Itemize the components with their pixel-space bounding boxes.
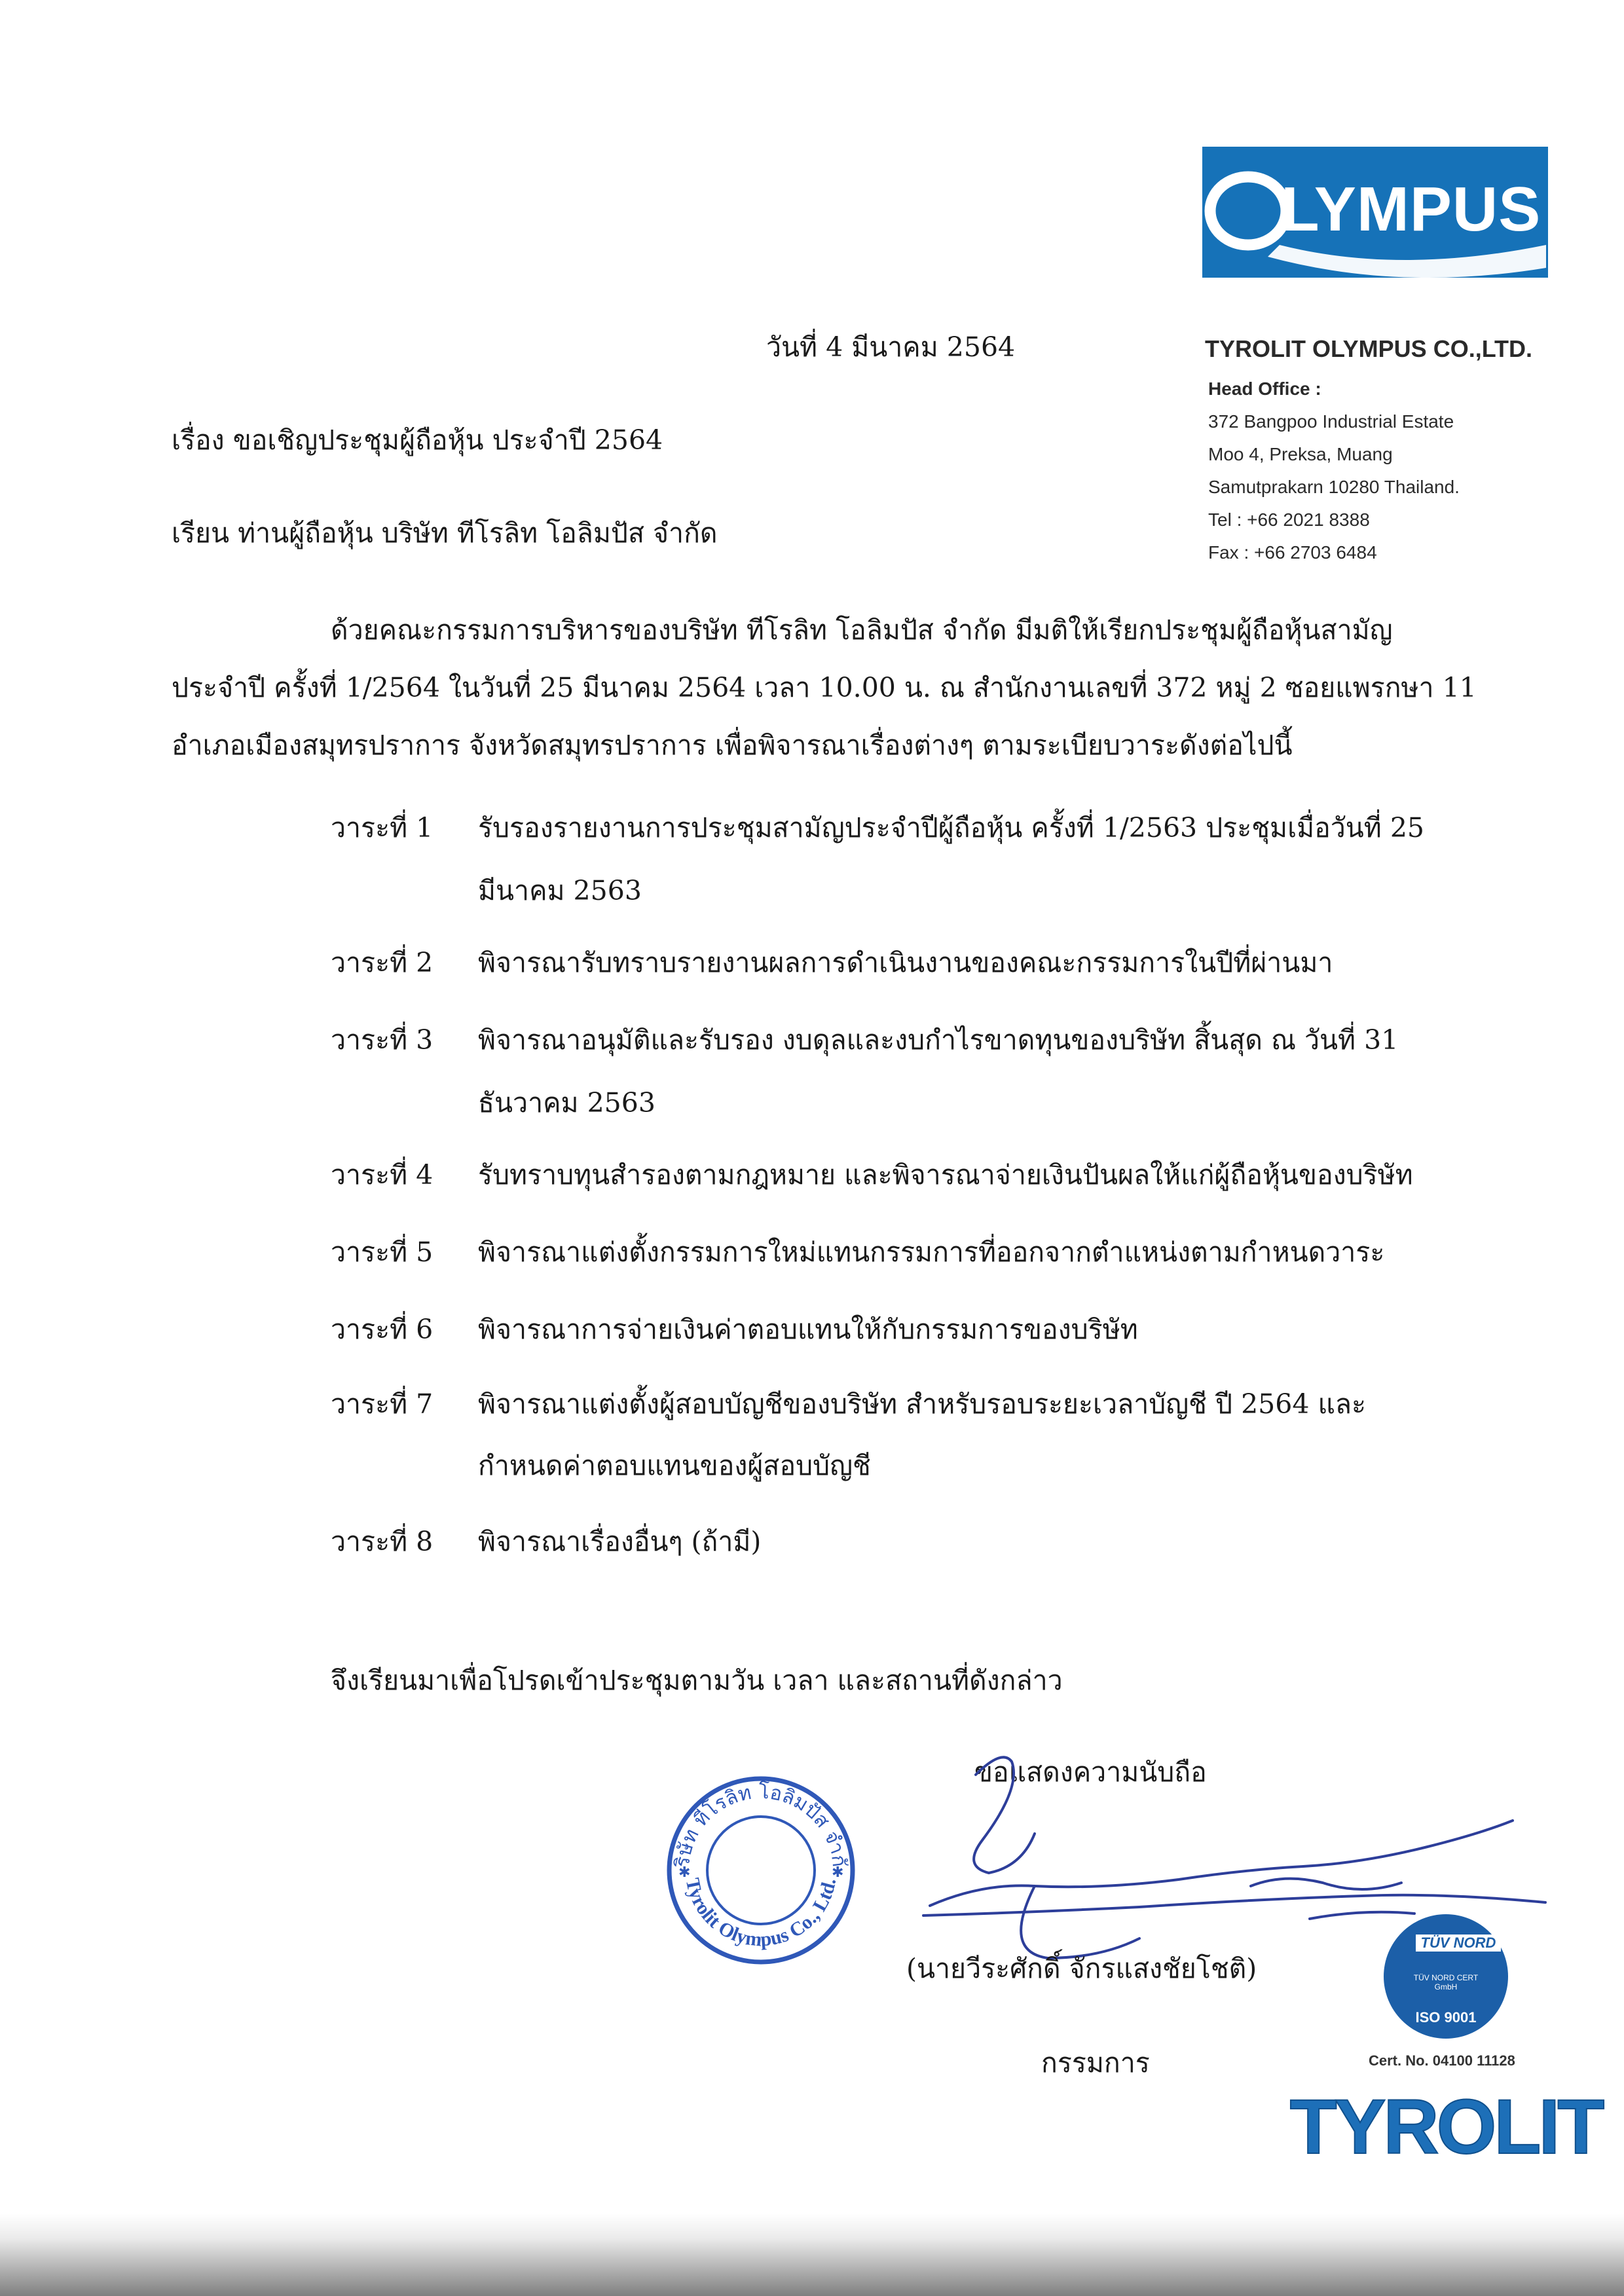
- agenda-text-continued: กำหนดค่าตอบแทนของผู้สอบบัญชี: [478, 1450, 871, 1481]
- olympus-logo: [1202, 147, 1548, 278]
- tuv-gmbh-label: GmbH: [1434, 1982, 1458, 1991]
- agenda-text: รับรองรายงานการประชุมสามัญประจำปีผู้ถือหุ้น ครั้งที่ 1/2563 ประชุมเมื่อวันที่ 25: [478, 812, 1425, 843]
- signer-name: (นายวีระศักดิ์ จักรแสงชัยโชติ): [906, 1953, 1257, 1984]
- stamp-text-bottom: Tyrolit Olympus Co., Ltd.: [681, 1876, 841, 1951]
- scan-shadow: [0, 2213, 1624, 2296]
- agenda-text: รับทราบทุนสำรองตามกฎหมาย และพิจารณาจ่ายเงินปันผลให้แก่ผู้ถือหุ้นของบริษัท: [478, 1159, 1413, 1191]
- closing-line: จึงเรียนมาเพื่อโปรดเข้าประชุมตามวัน เวลา และสถานที่ดังกล่าว: [331, 1665, 1063, 1696]
- agenda-text-continued: มีนาคม 2563: [478, 875, 642, 906]
- agenda-number: วาระที่ 8: [331, 1526, 434, 1557]
- tel-line: Tel : +66 2021 8388: [1208, 509, 1370, 530]
- agenda-number: วาระที่ 7: [331, 1388, 434, 1420]
- agenda-text-continued: ธันวาคม 2563: [478, 1087, 655, 1119]
- company-stamp: [663, 1772, 859, 1969]
- company-name: TYROLIT OLYMPUS CO.,LTD.: [1205, 335, 1533, 362]
- address-line-3: Samutprakarn 10280 Thailand.: [1208, 477, 1460, 497]
- svg-text:✱: ✱: [832, 1864, 844, 1881]
- body-line-3: อำเภอเมืองสมุทรปราการ จังหวัดสมุทรปราการ เพื่อพิจารณาเรื่องต่างๆ ตามระเบียบวาระดังต่อไปนี้: [172, 730, 1293, 761]
- stamp-text-top: ริษัท ทีโรลิท โอลิมปัส จำกั: [671, 1780, 851, 1869]
- agenda-number: วาระที่ 6: [331, 1314, 434, 1345]
- letter-subject: เรื่อง ขอเชิญประชุมผู้ถือหุ้น ประจำปี 2564: [172, 424, 663, 456]
- agenda-text: พิจารณาอนุมัติและรับรอง งบดุลและงบกำไรขาดทุนของบริษัท สิ้นสุด ณ วันที่ 31: [478, 1024, 1399, 1056]
- tyrolit-logo: [1289, 2081, 1602, 2170]
- agenda-number: วาระที่ 2: [331, 947, 434, 978]
- fax-line: Fax : +66 2703 6484: [1208, 542, 1377, 563]
- agenda-text: พิจารณาการจ่ายเงินค่าตอบแทนให้กับกรรมการของบริษัท: [478, 1314, 1138, 1345]
- letter-date: วันที่ 4 มีนาคม 2564: [766, 331, 1016, 363]
- tuv-cert-label: TÜV NORD CERT: [1413, 1973, 1479, 1982]
- agenda-number: วาระที่ 5: [331, 1236, 434, 1268]
- regards-line: ขอแสดงความนับถือ: [974, 1756, 1207, 1788]
- svg-text:บริษัท ทีโรลิท โอลิมปัส จำกัด: [663, 1772, 851, 1869]
- address-line-1: 372 Bangpoo Industrial Estate: [1208, 411, 1454, 432]
- svg-text:Tyrolit Olympus Co., Ltd.: [682, 1876, 840, 1951]
- agenda-text: พิจารณาแต่งตั้งกรรมการใหม่แทนกรรมการที่ออกจากตำแหน่งตามกำหนดวาระ: [478, 1236, 1385, 1268]
- agenda-text: พิจารณารับทราบรายงานผลการดำเนินงานของคณะกรรมการในปีที่ผ่านมา: [478, 947, 1333, 978]
- agenda-number: วาระที่ 3: [331, 1024, 434, 1056]
- agenda-number: วาระที่ 4: [331, 1159, 434, 1191]
- iso-label: ISO 9001: [1415, 2009, 1477, 2026]
- iso-certification-badge: [1375, 1910, 1526, 2041]
- agenda-text: พิจารณาเรื่องอื่นๆ (ถ้ามี): [478, 1526, 762, 1557]
- svg-text:LYMPUS: LYMPUS: [1281, 174, 1541, 244]
- tyrolit-logo-text: TYROLIT: [1289, 2084, 1602, 2170]
- body-line-1: ด้วยคณะกรรมการบริหารของบริษัท ทีโรลิท โอลิมปัส จำกัด มีมติให้เรียกประชุมผู้ถือหุ้นสามัญ: [331, 614, 1393, 646]
- address-line-2: Moo 4, Preksa, Muang: [1208, 444, 1393, 464]
- signer-title: กรรมการ: [1041, 2047, 1150, 2079]
- certificate-number: Cert. No. 04100 11128: [1369, 2052, 1515, 2069]
- svg-text:✱: ✱: [678, 1864, 691, 1881]
- agenda-text: พิจารณาแต่งตั้งผู้สอบบัญชีของบริษัท สำหรับรอบระยะเวลาบัญชี ปี 2564 และ: [478, 1388, 1367, 1420]
- head-office-label: Head Office :: [1208, 379, 1321, 399]
- tuv-nord-label: TÜV NORD: [1420, 1935, 1496, 1951]
- body-line-2: ประจำปี ครั้งที่ 1/2564 ในวันที่ 25 มีนาคม 2564 เวลา 10.00 น. ณ สำนักงานเลขที่ 372 หมู่ 2 ซอยแพรกษา 11: [172, 672, 1477, 703]
- agenda-number: วาระที่ 1: [331, 812, 434, 843]
- letter-recipient: เรียน ท่านผู้ถือหุ้น บริษัท ทีโรลิท โอลิมปัส จำกัด: [172, 517, 718, 549]
